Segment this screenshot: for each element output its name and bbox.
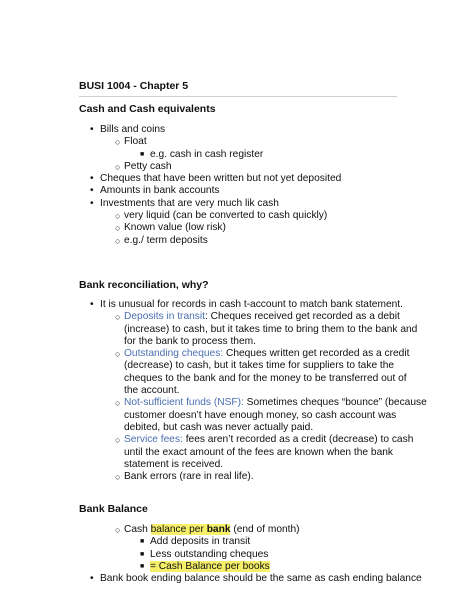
list-item-continuation: cheques to the bank and for the money to be transferred out of: [124, 372, 407, 384]
hollow-bullet-icon: ○: [115, 472, 121, 483]
list-item: ○ Service fees: fees aren’t recorded as a credit (decrease) to cash: [115, 434, 414, 446]
square-bullet-icon: ■: [140, 562, 145, 570]
hollow-bullet-icon: ○: [115, 161, 121, 172]
list-item: ■ Less outstanding cheques: [140, 548, 269, 560]
hollow-bullet-icon: ○: [115, 223, 121, 234]
list-item-continuation: (decrease) to cash, but it takes time for suppliers to take the: [124, 360, 395, 372]
list-item-continuation: until the exact amount of the fees are known when the bank: [124, 446, 394, 458]
bullet-icon: •: [90, 185, 94, 197]
square-bullet-icon: ■: [140, 538, 145, 546]
list-item: • Investments that are very much lik cash: [90, 197, 279, 209]
hollow-bullet-icon: ○: [115, 137, 121, 148]
list-item: • It is unusual for records in cash t-account to match bank statement.: [90, 299, 403, 310]
hollow-bullet-icon: ○: [115, 312, 121, 323]
hollow-bullet-icon: ○: [115, 398, 121, 409]
square-bullet-icon: ■: [140, 550, 145, 558]
list-item: ○ Bank errors (rare in real life).: [115, 471, 254, 483]
list-item: ○ Not-sufficient funds (NSF): Sometimes cheques “bounce” (because: [115, 397, 427, 409]
list-item: ○ Deposits in transit: Cheques received get recorded as a debit: [115, 311, 400, 323]
list-item-continuation: debited, but cash was never actually paid.: [124, 421, 314, 433]
recon-list: [0, 299, 427, 483]
list-item: [0, 561, 422, 573]
list-item: • Bills and coins: [90, 124, 166, 135]
list-item-continuation: (increase) to cash, but it takes time to bring them to the bank and: [124, 323, 418, 335]
square-bullet-icon: ■: [140, 150, 145, 158]
list-item: • Cheques that have been written but not yet deposited: [90, 173, 342, 185]
list-item: ■ Add deposits in transit: [140, 536, 251, 548]
list-item: • Amounts in bank accounts: [90, 185, 220, 197]
list-item-continuation: statement is received.: [124, 458, 224, 470]
hollow-bullet-icon: ○: [115, 349, 121, 360]
list-item-continuation: customer doesn’t have enough money, so cash account was: [124, 409, 397, 421]
list-item-continuation: for the bank to process them.: [124, 335, 256, 347]
list-item: ○ Float: [115, 136, 147, 148]
list-item: • Bank book ending balance should be the same as cash ending balance: [90, 573, 422, 585]
list-item: ○ Petty cash: [115, 160, 172, 172]
title-divider: [79, 96, 397, 97]
list-item: ○ Cash balance per bank (end of month): [115, 524, 300, 535]
heading-bank-balance: Bank Balance: [79, 503, 148, 515]
list-item: ○ e.g./ term deposits: [115, 234, 208, 246]
bullet-icon: •: [90, 124, 94, 135]
balance-list: [0, 524, 422, 585]
bullet-icon: •: [90, 573, 94, 585]
highlighted-text: balance per bank: [150, 524, 231, 535]
hollow-bullet-icon: ○: [115, 435, 121, 446]
heading-cash-equivalents: Cash and Cash equivalents: [79, 103, 216, 115]
hollow-bullet-icon: ○: [115, 235, 121, 246]
bullet-icon: •: [90, 173, 94, 185]
cash-list: [0, 124, 341, 247]
heading-bank-reconciliation: Bank reconciliation, why?: [79, 279, 209, 291]
bullet-icon: •: [90, 299, 94, 310]
highlighted-text: = Cash Balance per books: [150, 560, 270, 572]
list-item: ○ Known value (low risk): [115, 222, 226, 234]
list-item: ○ very liquid (can be converted to cash quickly): [115, 210, 328, 222]
bullet-icon: •: [90, 197, 94, 209]
hollow-bullet-icon: ○: [115, 525, 121, 535]
hollow-bullet-icon: ○: [115, 211, 121, 222]
list-item: ■ e.g. cash in cash register: [140, 148, 264, 160]
list-item-continuation: the account.: [124, 385, 180, 397]
page-title: BUSI 1004 - Chapter 5: [79, 80, 189, 92]
list-item: ○ Outstanding cheques: Cheques written get recorded as a credit: [115, 348, 410, 360]
